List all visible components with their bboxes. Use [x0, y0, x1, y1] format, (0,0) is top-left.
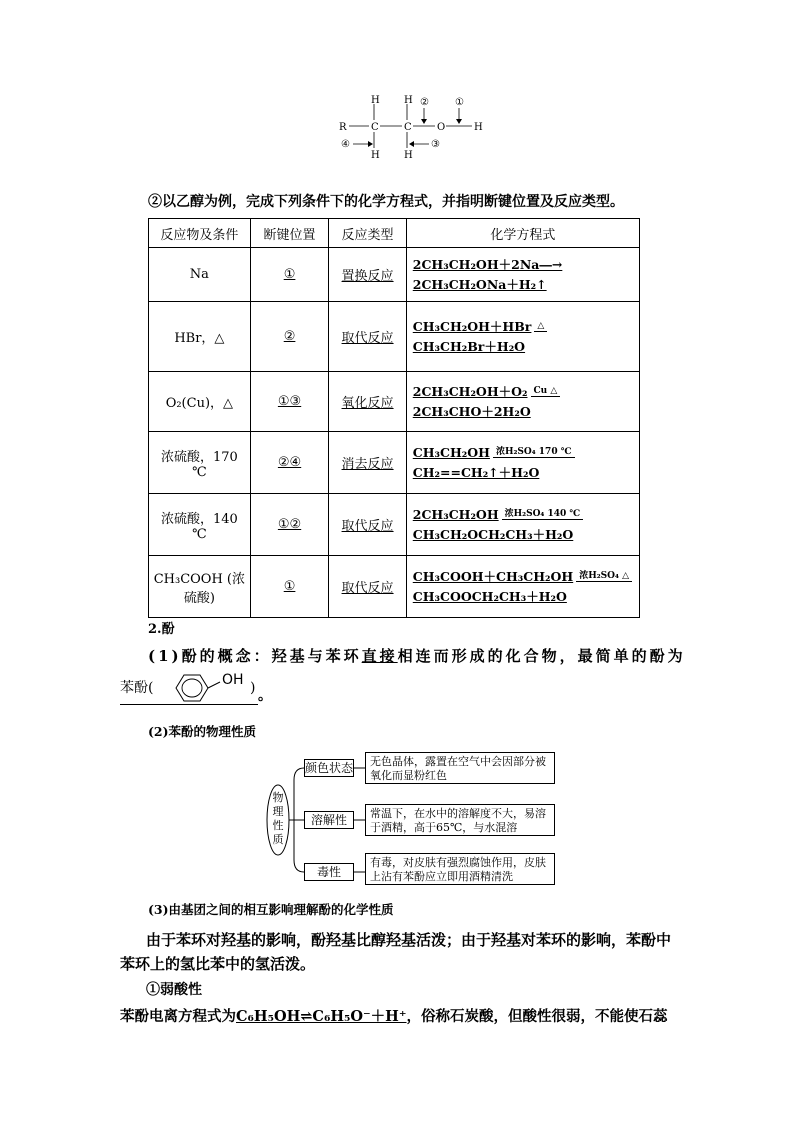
bond-position-value: ①	[283, 267, 296, 282]
atom-c2: C	[404, 122, 412, 133]
cell-bond-position	[250, 432, 329, 494]
equation-products: CH₃CH₂Br＋H₂O	[412, 338, 526, 354]
cell-reaction-type	[329, 248, 406, 302]
equation-products: CH₂==CH₂↑＋H₂O	[412, 464, 540, 480]
reaction-table	[148, 218, 640, 618]
atom-h-bot2: H	[404, 150, 413, 161]
ionization-intro: 苯酚电离方程式为	[120, 1008, 236, 1025]
def-part-a: (1)酚的概念：羟基与苯环	[148, 647, 362, 665]
col-header: 反应类型	[329, 219, 406, 248]
reaction-condition-arrow: Cu △	[531, 387, 561, 397]
cell-bond-position	[250, 248, 329, 302]
table-row	[149, 372, 640, 432]
cell-bond-position	[250, 494, 329, 556]
period: 。	[258, 688, 272, 704]
table-row	[149, 248, 640, 302]
cell-bond-position	[250, 556, 329, 618]
cell-bond-position	[250, 372, 329, 432]
branch-solubility: 溶解性	[304, 811, 354, 829]
ionization-equation: C₆H₅OH⇌C₆H₅O⁻＋H⁺	[236, 1008, 407, 1025]
mutual-influence-paragraph: 由于苯环对羟基的影响，酚羟基比醇羟基活泼；由于羟基对苯环的影响，苯酚中苯环上的氢比苯中的氢活泼。	[120, 931, 672, 973]
phenol-name: 苯酚(	[120, 680, 154, 696]
cell-reaction-type	[329, 432, 406, 494]
bond-position-value: ②	[283, 329, 296, 344]
reaction-condition-arrow: 浓H₂SO₄ 140 ℃	[502, 510, 584, 520]
col-header: 化学方程式	[406, 219, 639, 248]
marker-3: ③	[431, 139, 440, 150]
equation-products: 2CH₃CH₂ONa＋H₂↑	[412, 276, 547, 292]
cell-equation	[406, 432, 639, 494]
reaction-type-value: 取代反应	[341, 581, 394, 596]
cell-reaction-type	[329, 556, 406, 618]
reaction-type-value: 氧化反应	[341, 396, 394, 411]
col-header: 断键位置	[250, 219, 329, 248]
ionization-line	[120, 1007, 668, 1027]
phenol-answer-line	[120, 672, 258, 705]
atom-r: R	[339, 122, 347, 133]
reaction-type-value: 置换反应	[341, 269, 394, 284]
cell-equation	[406, 302, 639, 372]
color-state-text: 无色晶体，露置在空气中会因部分被氧化而显粉红色	[365, 752, 555, 784]
reaction-type-value: 取代反应	[341, 331, 394, 346]
atom-h-end: H	[474, 122, 483, 133]
equation-reactants: 2CH₃CH₂OH	[412, 506, 499, 522]
branch-color-state: 颜色状态	[305, 761, 354, 775]
ethanol-bond-diagram	[335, 92, 485, 162]
def-underlined: 直接	[361, 647, 398, 665]
section-physical: (2)苯酚的物理性质	[148, 724, 257, 739]
marker-2: ②	[420, 97, 429, 108]
cell-condition: O₂(Cu)，△	[149, 372, 251, 432]
reaction-type-value: 取代反应	[341, 519, 394, 534]
cell-bond-position	[250, 302, 329, 372]
bond-position-value: ②④	[277, 455, 302, 470]
cell-equation	[406, 556, 639, 618]
toxicity-text: 有毒，对皮肤有强烈腐蚀作用，皮肤上沾有苯酚应立即用酒精清洗	[365, 853, 555, 885]
cell-condition: HBr，△	[149, 302, 251, 372]
marker-1: ①	[455, 97, 464, 108]
bond-position-value: ①②	[277, 517, 302, 532]
cell-reaction-type	[329, 494, 406, 556]
equation-reactants: 2CH₃CH₂OH＋2Na―→	[412, 256, 563, 272]
branch-toxicity: 毒性	[304, 863, 354, 881]
cell-equation	[406, 372, 639, 432]
equation-products: CH₃CH₂OCH₂CH₃＋H₂O	[412, 526, 574, 542]
atom-h-top1: H	[371, 95, 380, 106]
equation-products: 2CH₃CHO＋2H₂O	[412, 403, 531, 419]
atom-o: O	[437, 122, 446, 133]
atom-h-bot1: H	[371, 150, 380, 161]
reaction-type-value: 消去反应	[341, 457, 394, 472]
ionization-rest: ，俗称石炭酸，但酸性很弱，不能使石蕊	[406, 1008, 668, 1025]
table-row	[149, 432, 640, 494]
equation-products: CH₃COOCH₂CH₃＋H₂O	[412, 588, 567, 604]
physical-properties-diagram	[262, 750, 562, 890]
phenol-close-paren: )	[250, 680, 256, 696]
cell-equation	[406, 494, 639, 556]
table-row	[149, 556, 640, 618]
solubility-text: 常温下，在水中的溶解度不大，易溶于酒精，高于65℃，与水混溶	[365, 804, 555, 836]
cell-equation	[406, 248, 639, 302]
oh-group: OH	[222, 672, 244, 688]
cell-condition: 浓硫酸，140 ℃	[149, 494, 251, 556]
equation-reactants: CH₃CH₂OH	[412, 444, 490, 460]
marker-4: ④	[341, 139, 350, 150]
cell-reaction-type	[329, 372, 406, 432]
bond-position-value: ①	[283, 579, 296, 594]
equation-reactants: CH₃COOH＋CH₃CH₂OH	[412, 568, 574, 584]
section-chemical: (3)由基团之间的相互影响理解酚的化学性质	[148, 902, 394, 917]
equation-reactants: 2CH₃CH₂OH＋O₂	[412, 383, 528, 399]
def-part-b: 相连而形成的化合物，最简单的酚为	[397, 647, 686, 665]
intro-text: ②以乙醇为例，完成下列条件下的化学方程式，并指明断键位置及反应类型。	[148, 194, 624, 210]
reaction-condition-arrow: 浓H₂SO₄ 170 ℃	[493, 448, 575, 458]
atom-c1: C	[371, 122, 379, 133]
cell-reaction-type	[329, 302, 406, 372]
cell-condition: Na	[149, 248, 251, 302]
weak-acid-title: ①弱酸性	[146, 982, 202, 998]
tree-root: 物理性质	[272, 791, 284, 846]
reaction-condition-arrow: △	[534, 322, 547, 332]
table-header-row	[149, 219, 640, 248]
table-row	[149, 302, 640, 372]
equation-reactants: CH₃CH₂OH＋HBr	[412, 318, 532, 334]
bond-position-value: ①③	[277, 394, 302, 409]
cell-condition: CH₃COOH (浓硫酸)	[149, 556, 251, 618]
reaction-condition-arrow: 浓H₂SO₄ △	[576, 572, 632, 582]
cell-condition: 浓硫酸，170 ℃	[149, 432, 251, 494]
col-header: 反应物及条件	[149, 219, 251, 248]
atom-h-top2: H	[404, 95, 413, 106]
table-row	[149, 494, 640, 556]
section-phenol: 2.酚	[148, 622, 175, 637]
phenol-definition	[148, 646, 686, 666]
